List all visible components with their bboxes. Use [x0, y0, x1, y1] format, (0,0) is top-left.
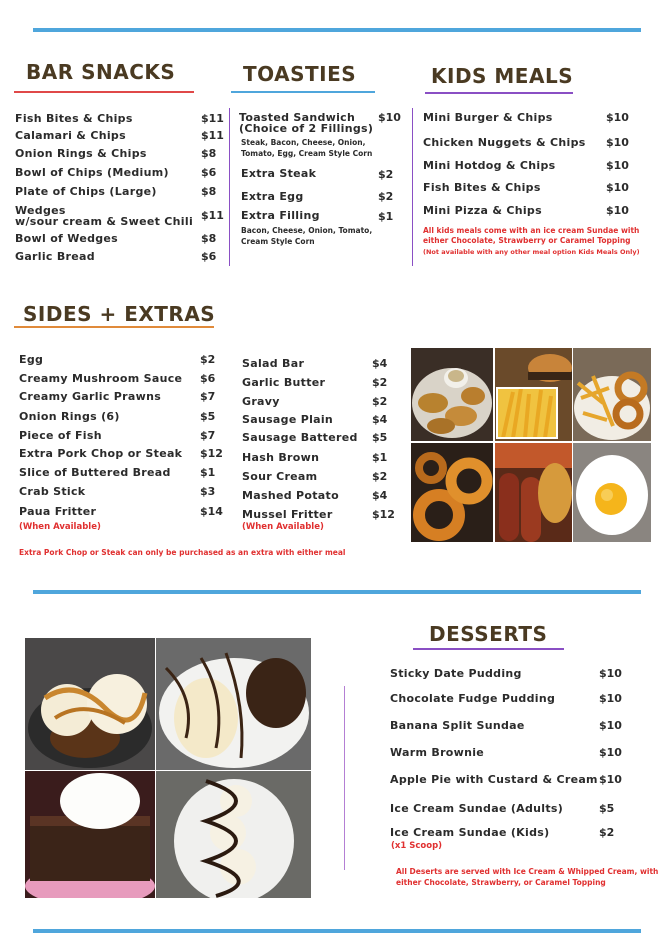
- desserts-item-name: Ice Cream Sundae (Kids): [390, 826, 550, 839]
- sides-right-item-name: Mussel Fritter: [242, 508, 333, 521]
- kids-note-line-2: either Chocolate, Strawberry or Caramel Topping: [423, 236, 631, 245]
- bottom-divider: [33, 929, 641, 933]
- toasted-sandwich-name: Toasted Sandwich: [239, 111, 356, 124]
- kids-meals-item-name: Mini Pizza & Chips: [423, 204, 542, 217]
- sides-right-item-name: Sausage Plain: [242, 413, 334, 426]
- bar-snacks-item-price: $6: [201, 166, 217, 179]
- kids-meals-item-price: $10: [606, 136, 629, 149]
- sides-left-item-name: Crab Stick: [19, 485, 86, 498]
- bar-snacks-item-price: $11: [201, 209, 224, 222]
- sides-left-item-name: Piece of Fish: [19, 429, 102, 442]
- extra-egg-price: $2: [378, 190, 394, 203]
- kids-meals-item-name: Mini Hotdog & Chips: [423, 159, 556, 172]
- sides-left-item-price: $6: [200, 372, 216, 385]
- sides-right-item-price: $2: [372, 470, 388, 483]
- desserts-underline: [413, 648, 564, 650]
- desserts-item-price: $10: [599, 692, 622, 705]
- sides-right-item-price: $12: [372, 508, 395, 521]
- sides-note: Extra Pork Chop or Steak can only be purchased as an extra with either meal: [19, 548, 346, 557]
- sides-right-item-price: $2: [372, 376, 388, 389]
- sides-left-item-name: Creamy Mushroom Sauce: [19, 372, 183, 385]
- extra-filling-price: $1: [378, 210, 394, 223]
- extra-steak-price: $2: [378, 168, 394, 181]
- bar-snacks-item-name: Bowl of Wedges: [15, 232, 119, 245]
- bar-snacks-item-price: $8: [201, 232, 217, 245]
- sides-right-item-name: Sausage Battered: [242, 431, 358, 444]
- desserts-item-price: $10: [599, 719, 622, 732]
- kids-meals-item-price: $10: [606, 181, 629, 194]
- kids-left-divider: [412, 108, 413, 266]
- bar-snacks-underline: [14, 91, 194, 93]
- bar-snacks-item-price: $8: [201, 147, 217, 160]
- sides-left-item-name: Egg: [19, 353, 44, 366]
- bar-snacks-item-subtitle: w/sour cream & Sweet Chili: [15, 215, 194, 228]
- bar-snacks-item-name: Calamari & Chips: [15, 129, 126, 142]
- sides-right-item-price: $1: [372, 451, 388, 464]
- kids-meals-item-name: Mini Burger & Chips: [423, 111, 553, 124]
- sides-right-item-name: Sour Cream: [242, 470, 318, 483]
- sides-left-item-name: Onion Rings (6): [19, 410, 120, 423]
- top-divider: [33, 28, 641, 32]
- food-photo-chips-burger: [495, 348, 572, 441]
- extra-fillings-line-2: Cream Style Corn: [241, 237, 315, 246]
- sides-right-when-available: (When Available): [242, 522, 324, 532]
- kids-meals-underline: [425, 92, 573, 94]
- dessert-photo-warm-brownie: [25, 771, 155, 898]
- sides-left-item-price: $7: [200, 429, 216, 442]
- toasted-sandwich-sub: (Choice of 2 Fillings): [239, 122, 374, 135]
- desserts-heading: DESSERTS: [429, 622, 548, 646]
- sandwich-fillings-line-2: Tomato, Egg, Cream Style Corn: [241, 149, 373, 158]
- dessert-photo-banana-split: [156, 771, 311, 898]
- toasted-sandwich-price: $10: [378, 111, 401, 124]
- sides-right-item-price: $4: [372, 489, 388, 502]
- desserts-item-name: Chocolate Fudge Pudding: [390, 692, 556, 705]
- desserts-item-price: $10: [599, 746, 622, 759]
- sides-right-item-name: Hash Brown: [242, 451, 320, 464]
- desserts-left-divider: [344, 686, 345, 870]
- desserts-item-name: Banana Split Sundae: [390, 719, 525, 732]
- sides-right-item-name: Mashed Potato: [242, 489, 339, 502]
- bar-snacks-item-name: Bowl of Chips (Medium): [15, 166, 169, 179]
- desserts-item-name: Warm Brownie: [390, 746, 485, 759]
- sides-right-item-name: Garlic Butter: [242, 376, 326, 389]
- desserts-note-line-1: All Deserts are served with Ice Cream & Whipped Cream, with: [396, 867, 659, 876]
- desserts-item-name: Ice Cream Sundae (Adults): [390, 802, 564, 815]
- bar-snacks-item-price: $6: [201, 250, 217, 263]
- extra-fillings-line-1: Bacon, Cheese, Onion, Tomato,: [241, 226, 373, 235]
- extra-filling-name: Extra Filling: [241, 209, 320, 222]
- sides-left-item-name: Creamy Garlic Prawns: [19, 390, 162, 403]
- sides-left-item-price: $14: [200, 505, 223, 518]
- food-photo-fritters: [411, 348, 493, 441]
- sides-left-item-price: $5: [200, 410, 216, 423]
- dessert-photo-brownie-sundae: [156, 638, 311, 770]
- kids-meals-item-name: Chicken Nuggets & Chips: [423, 136, 586, 149]
- kids-meals-item-price: $10: [606, 204, 629, 217]
- desserts-item-name: Apple Pie with Custard & Cream: [390, 773, 598, 786]
- kids-meals-item-price: $10: [606, 111, 629, 124]
- dessert-photo-caramel-sundae: [25, 638, 155, 770]
- desserts-item-price: $10: [599, 667, 622, 680]
- sides-left-item-name: Paua Fritter: [19, 505, 97, 518]
- desserts-note-line-2: either Chocolate, Strawberry, or Caramel Topping: [396, 878, 606, 887]
- bar-snacks-item-price: $11: [201, 129, 224, 142]
- kids-meals-item-name: Fish Bites & Chips: [423, 181, 541, 194]
- sides-left-item-price: $12: [200, 447, 223, 460]
- kids-note-line-1: All kids meals come with an ice cream Sundae with: [423, 226, 640, 235]
- toasties-heading: TOASTIES: [243, 62, 357, 86]
- food-photo-onion-rings-chips: [573, 348, 651, 441]
- bar-snacks-item-name: Wedges: [15, 204, 66, 217]
- sides-right-item-price: $5: [372, 431, 388, 444]
- toasties-left-divider: [229, 108, 230, 266]
- sides-underline: [14, 326, 214, 328]
- sides-left-item-price: $3: [200, 485, 216, 498]
- sides-left-when-available: (When Available): [19, 522, 101, 532]
- sides-left-item-name: Extra Pork Chop or Steak: [19, 447, 183, 460]
- bar-snacks-item-price: $8: [201, 185, 217, 198]
- food-photo-onion-rings: [411, 443, 493, 542]
- bar-snacks-item-price: $11: [201, 112, 224, 125]
- kids-meals-heading: KIDS MEALS: [431, 64, 574, 88]
- food-photo-sausages: [495, 443, 572, 542]
- sides-left-item-price: $1: [200, 466, 216, 479]
- desserts-item-price: $2: [599, 826, 615, 839]
- desserts-item-price: $5: [599, 802, 615, 815]
- sides-left-item-name: Slice of Buttered Bread: [19, 466, 171, 479]
- sides-left-item-price: $2: [200, 353, 216, 366]
- sides-heading: SIDES + EXTRAS: [23, 302, 216, 326]
- toasties-underline: [231, 91, 375, 93]
- extra-egg-name: Extra Egg: [241, 190, 304, 203]
- extra-steak-name: Extra Steak: [241, 167, 317, 180]
- desserts-item-price: $10: [599, 773, 622, 786]
- food-photo-fried-egg: [573, 443, 651, 542]
- sides-right-item-price: $4: [372, 357, 388, 370]
- sandwich-fillings-line-1: Steak, Bacon, Cheese, Onion,: [241, 138, 366, 147]
- bar-snacks-item-name: Fish Bites & Chips: [15, 112, 133, 125]
- sides-right-item-price: $2: [372, 395, 388, 408]
- kids-meals-item-price: $10: [606, 159, 629, 172]
- desserts-item-name: Sticky Date Pudding: [390, 667, 522, 680]
- bar-snacks-item-name: Onion Rings & Chips: [15, 147, 147, 160]
- sides-right-item-price: $4: [372, 413, 388, 426]
- sides-right-item-name: Salad Bar: [242, 357, 305, 370]
- bar-snacks-item-name: Garlic Bread: [15, 250, 95, 263]
- bar-snacks-item-name: Plate of Chips (Large): [15, 185, 157, 198]
- sides-right-item-name: Gravy: [242, 395, 280, 408]
- middle-divider: [33, 590, 641, 594]
- sides-left-item-price: $7: [200, 390, 216, 403]
- kids-sundae-scoop: (x1 Scoop): [391, 841, 443, 851]
- bar-snacks-heading: BAR SNACKS: [26, 60, 176, 84]
- kids-note-line-3: (Not available with any other meal option Kids Meals Only): [423, 248, 640, 256]
